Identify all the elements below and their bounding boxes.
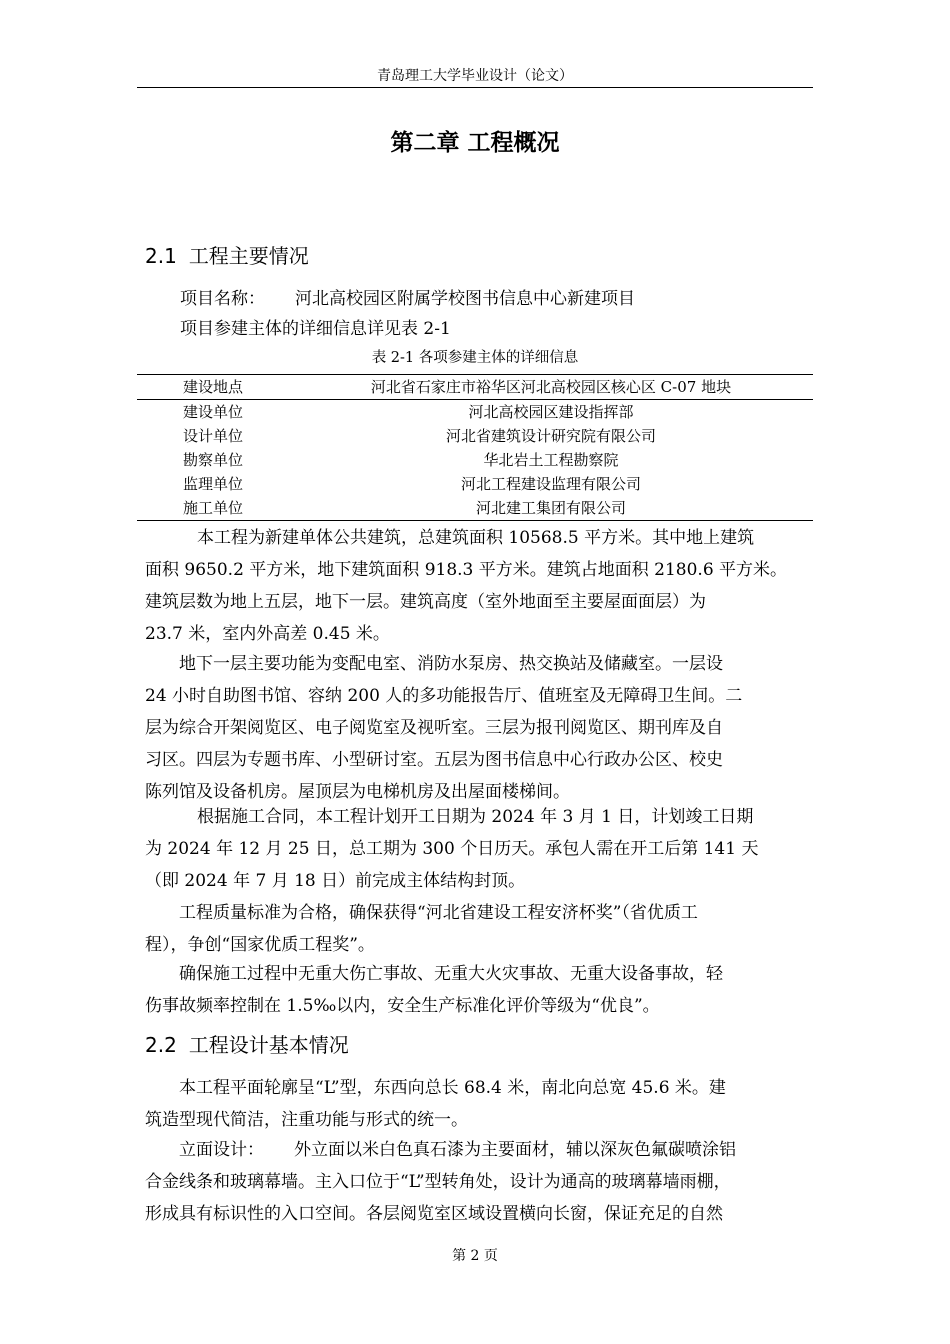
table-cell-value: 河北建工集团有限公司 [289, 496, 813, 521]
section-heading-2-1 [145, 241, 309, 271]
table-row [137, 400, 813, 425]
table-cell-value: 河北省建筑设计研究院有限公司 [445, 427, 656, 445]
text-line: 工程质量标准为合格，确保获得“河北省建设工程安济杯奖”（省优质工 [179, 903, 698, 923]
table-cell-value: 河北高校园区建设指挥部 [468, 403, 634, 421]
table-cell-key: 勘察单位 [182, 451, 243, 469]
participants-table [137, 374, 813, 521]
text-line: 23.7 米，室内外高差 0.45 米。 [145, 624, 390, 644]
text-line: 面积 9650.2 平方米，地下建筑面积 918.3 平方米。建筑占地面积 2180.6 平方米。 [145, 560, 788, 580]
table-cell-value: 华北岩土工程勘察院 [483, 451, 619, 469]
text-line: 陈列馆及设备机房。屋顶层为电梯机房及出屋面楼梯间。 [145, 782, 570, 802]
text-line: 根据施工合同，本工程计划开工日期为 2024 年 3 月 1 日，计划竣工日期 [197, 807, 754, 827]
paragraph-schedule [145, 801, 805, 897]
text-line: 习区。四层为专题书库、小型研讨室。五层为图书信息中心行政办公区、校史 [145, 750, 723, 770]
section-heading-2-2 [145, 1030, 349, 1060]
running-header: 青岛理工大学毕业设计（论文） [377, 68, 573, 84]
section-number: 2.2 [145, 1033, 177, 1057]
table-cell-value: 河北省石家庄市裕华区河北高校园区核心区 C-07 地块 [289, 375, 813, 400]
text-line: 程），争创“国家优质工程奖”。 [145, 935, 375, 955]
paragraph-overview [145, 522, 805, 650]
table-cell-key: 建设地点 [137, 375, 289, 400]
text-line [145, 1134, 805, 1166]
table-cell-key: 施工单位 [137, 496, 289, 521]
text-line: 地下一层主要功能为变配电室、消防水泵房、热交换站及储藏室。一层设 [179, 654, 723, 674]
text-line: 形成具有标识性的入口空间。各层阅览室区域设置横向长窗，保证充足的自然 [145, 1204, 723, 1224]
text-line: 建筑层数为地上五层，地下一层。建筑高度（室外地面至主要屋面面层）为 [145, 592, 706, 612]
facade-label: 立面设计： [179, 1140, 264, 1160]
table-caption: 表 2-1 各项参建主体的详细信息 [371, 350, 579, 366]
paragraph-functions [145, 648, 805, 808]
paragraph-safety [145, 958, 805, 1022]
paragraph-quality [145, 897, 805, 961]
text-line: 本工程平面轮廓呈“L”型，东西向总长 68.4 米，南北向总宽 45.6 米。建 [179, 1078, 726, 1098]
text-line: 本工程为新建单体公共建筑，总建筑面积 10568.5 平方米。其中地上建筑 [197, 528, 755, 548]
text-line: 层为综合开架阅览区、电子阅览室及视听室。三层为报刊阅览区、期刊库及自 [145, 718, 723, 738]
text-line: （即 2024 年 7 月 18 日）前完成主体结构封顶。 [145, 871, 526, 891]
table-row [137, 472, 813, 496]
chapter-title: 第二章 工程概况 [390, 130, 560, 156]
text-line: 伤事故频率控制在 1.5‰以内，安全生产标准化评价等级为“优良”。 [145, 996, 660, 1016]
table-cell-value: 河北工程建设监理有限公司 [460, 475, 641, 493]
text-line: 确保施工过程中无重大伤亡事故、无重大火灾事故、无重大设备事故，轻 [179, 964, 723, 984]
text-line: 24 小时自助图书馆、容纳 200 人的多功能报告厅、值班室及无障碍卫生间。二 [145, 686, 743, 706]
table-cell-key: 建设单位 [182, 403, 243, 421]
text-line: 筑造型现代简洁，注重功能与形式的统一。 [145, 1110, 468, 1130]
table-row [137, 448, 813, 472]
section-title: 工程设计基本情况 [188, 1033, 349, 1057]
section-number: 2.1 [145, 244, 177, 268]
section-title: 工程主要情况 [188, 244, 309, 268]
paragraph-facade-design [145, 1134, 805, 1230]
table-cell-key: 监理单位 [182, 475, 243, 493]
table-row [137, 496, 813, 521]
page-number: 第 2 页 [452, 1248, 498, 1264]
project-name-label: 项目名称： [180, 289, 265, 309]
text-line: 合金线条和玻璃幕墙。主入口位于“L”型转角处，设计为通高的玻璃幕墙雨棚， [145, 1172, 731, 1192]
table-row [137, 375, 813, 400]
facade-text: 外立面以米白色真石漆为主要面材，辅以深灰色氟碳喷涂铝 [294, 1140, 736, 1160]
paragraph-plan-outline [145, 1072, 805, 1136]
table-row [137, 424, 813, 448]
project-name-value: 河北高校园区附属学校图书信息中心新建项目 [295, 289, 635, 309]
header-rule [137, 87, 813, 88]
project-name-line [180, 286, 635, 312]
table-reference-line: 项目参建主体的详细信息详见表 2-1 [180, 319, 451, 339]
text-line: 为 2024 年 12 月 25 日，总工期为 300 个日历天。承包人需在开工后第 141 天 [145, 839, 759, 859]
table-cell-key: 设计单位 [182, 427, 243, 445]
